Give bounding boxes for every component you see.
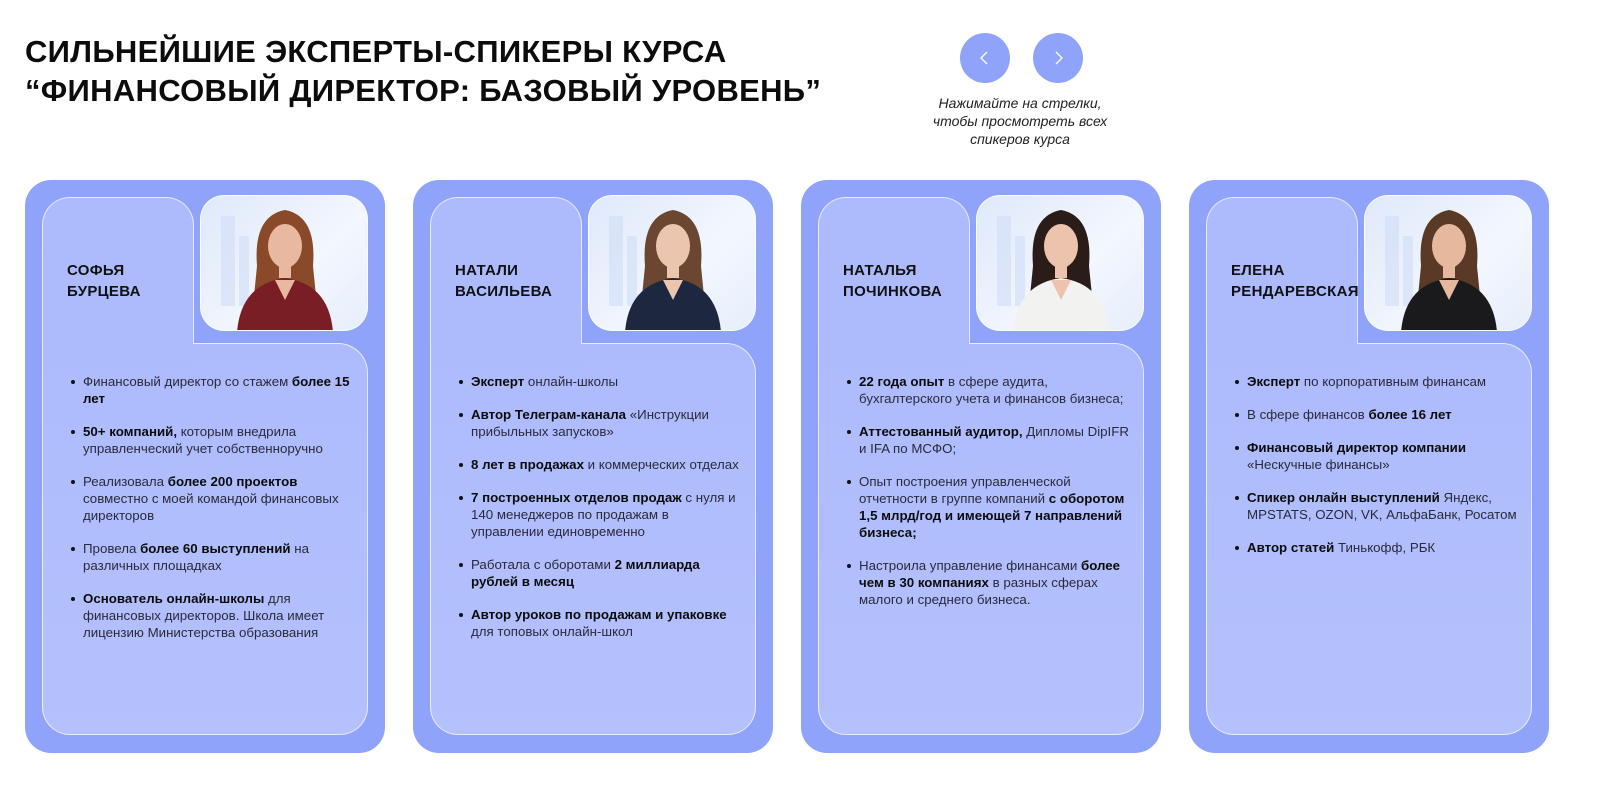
speaker-card	[1189, 180, 1549, 753]
bio-item	[1234, 539, 1519, 556]
bio-item	[1234, 439, 1519, 473]
bio-item	[846, 473, 1131, 541]
bio-highlight: Основатель онлайн-школы	[83, 591, 265, 606]
speaker-photo	[200, 195, 368, 331]
bio-text: Тинькофф, РБК	[1334, 540, 1436, 555]
speaker-name	[455, 260, 552, 302]
bio-text: Опыт построения управленческой отчетности в группе компаний	[859, 474, 1071, 506]
speaker-last-name: ПОЧИНКОВА	[843, 283, 943, 300]
bio-text: по корпоративным финансам	[1300, 374, 1487, 389]
bio-text: в сфере аудита, бухгалтерского учета и финансов бизнеса;	[859, 374, 1124, 406]
speaker-card	[25, 180, 385, 753]
hint-line: чтобы просмотреть всех	[932, 113, 1108, 129]
panel-join	[43, 330, 193, 370]
bio-item	[458, 489, 743, 540]
bio-list	[846, 373, 1131, 624]
bio-item	[70, 540, 355, 574]
bio-text: с нуля и 140 менеджеров по продажам в управлении единовременно	[471, 490, 736, 539]
speaker-first-name: СОФЬЯ	[67, 262, 125, 279]
speaker-photo	[1364, 195, 1532, 331]
bio-text: на различных площадках	[83, 541, 310, 573]
bio-item	[458, 373, 743, 390]
bio-item	[458, 406, 743, 440]
speaker-card	[413, 180, 773, 753]
page-title	[25, 32, 821, 110]
speaker-portrait-icon	[201, 196, 368, 331]
bio-list	[458, 373, 743, 656]
bio-item	[70, 373, 355, 407]
bio-text: совместно с моей командой финансовых директоров	[83, 491, 339, 523]
bio-highlight: Автор уроков по продажам и упаковке	[471, 607, 727, 622]
bio-highlight: Финансовый директор компании	[1247, 440, 1467, 455]
bio-highlight: более 60 выступлений	[140, 541, 291, 556]
bio-text: В сфере финансов	[1247, 407, 1369, 422]
bio-highlight: 7 построенных отделов продаж	[471, 490, 682, 505]
bio-item	[1234, 373, 1519, 390]
bio-text: Реализовала	[83, 474, 168, 489]
speaker-name	[1231, 260, 1359, 302]
bio-text: «Инструкции прибыльных запусков»	[471, 407, 709, 439]
bio-item	[846, 557, 1131, 608]
speaker-photo	[588, 195, 756, 331]
bio-highlight: более 16 лет	[1368, 407, 1452, 422]
next-speaker-button[interactable]	[1033, 33, 1083, 83]
bio-text: которым внедрила управленческий учет собственноручно	[83, 424, 323, 456]
bio-text: Дипломы DipIFR и IFA по МСФО;	[859, 424, 1129, 456]
bio-text: Настроила управление финансами	[859, 558, 1081, 573]
navigation-hint	[915, 94, 1125, 148]
chevron-left-icon	[975, 48, 995, 68]
prev-speaker-button[interactable]	[960, 33, 1010, 83]
hint-line: Нажимайте на стрелки,	[938, 95, 1102, 111]
bio-item	[70, 423, 355, 457]
speaker-last-name: ВАСИЛЬЕВА	[455, 283, 553, 300]
bio-highlight: более чем в 30 компаниях	[859, 558, 1121, 590]
title-line-2: “ФИНАНСОВЫЙ ДИРЕКТОР: БАЗОВЫЙ УРОВЕНЬ”	[25, 73, 822, 108]
bio-highlight: Эксперт	[1247, 374, 1301, 389]
bio-item	[70, 473, 355, 524]
bio-text: Провела	[83, 541, 141, 556]
bio-highlight: Эксперт	[471, 374, 525, 389]
speaker-last-name: БУРЦЕВА	[67, 283, 141, 300]
hint-line: спикеров курса	[970, 131, 1070, 147]
speaker-photo	[976, 195, 1144, 331]
bio-text: онлайн-школы	[524, 374, 619, 389]
bio-highlight: Спикер онлайн выступлений	[1247, 490, 1440, 505]
speaker-name	[67, 260, 141, 302]
speaker-name	[843, 260, 942, 302]
bio-item	[1234, 489, 1519, 523]
bio-text: для топовых онлайн-школ	[471, 624, 633, 639]
bio-item	[70, 590, 355, 641]
bio-text: для финансовых директоров. Школа имеет лицензию Министерства образования	[83, 591, 325, 640]
bio-item	[458, 606, 743, 640]
bio-highlight: 22 года опыт	[859, 374, 945, 389]
bio-text: Яндекс, MPSTATS, OZON, VK, АльфаБанк, Росатом	[1247, 490, 1517, 522]
bio-highlight: 2 миллиарда рублей в месяц	[471, 557, 700, 589]
bio-highlight: Автор статей	[1247, 540, 1335, 555]
speaker-first-name: НАТАЛИ	[455, 262, 519, 279]
bio-text: Финансовый директор со стажем	[83, 374, 292, 389]
panel-join	[1207, 330, 1357, 370]
panel-join	[819, 330, 969, 370]
bio-item	[846, 373, 1131, 407]
chevron-right-icon	[1048, 48, 1068, 68]
bio-highlight: более 200 проектов	[167, 474, 298, 489]
bio-highlight: более 15 лет	[83, 374, 350, 406]
bio-highlight: с оборотом 1,5 млрд/год и имеющей 7 направлений бизнеса;	[859, 491, 1125, 540]
speaker-portrait-icon	[1365, 196, 1532, 331]
speaker-last-name: РЕНДАРЕВСКАЯ	[1231, 283, 1359, 300]
bio-item	[1234, 406, 1519, 423]
bio-highlight: 50+ компаний,	[83, 424, 178, 439]
bio-item	[458, 456, 743, 473]
bio-item	[458, 556, 743, 590]
bio-text: Работала с оборотами	[471, 557, 615, 572]
bio-highlight: Аттестованный аудитор,	[859, 424, 1023, 439]
speaker-first-name: ЕЛЕНА	[1231, 262, 1285, 279]
bio-list	[70, 373, 355, 657]
speaker-card	[801, 180, 1161, 753]
bio-item	[846, 423, 1131, 457]
speaker-first-name: НАТАЛЬЯ	[843, 262, 917, 279]
bio-text: в разных сферах малого и среднего бизнеса.	[859, 575, 1098, 607]
speaker-portrait-icon	[589, 196, 756, 331]
speaker-portrait-icon	[977, 196, 1144, 331]
title-line-1: СИЛЬНЕЙШИЕ ЭКСПЕРТЫ-СПИКЕРЫ КУРСА	[25, 34, 727, 69]
panel-join	[431, 330, 581, 370]
bio-text: и коммерческих отделах	[583, 457, 739, 472]
bio-list	[1234, 373, 1519, 572]
bio-highlight: 8 лет в продажах	[471, 457, 584, 472]
bio-text: «Нескучные финансы»	[1247, 457, 1390, 472]
bio-highlight: Автор Телеграм-канала	[471, 407, 627, 422]
